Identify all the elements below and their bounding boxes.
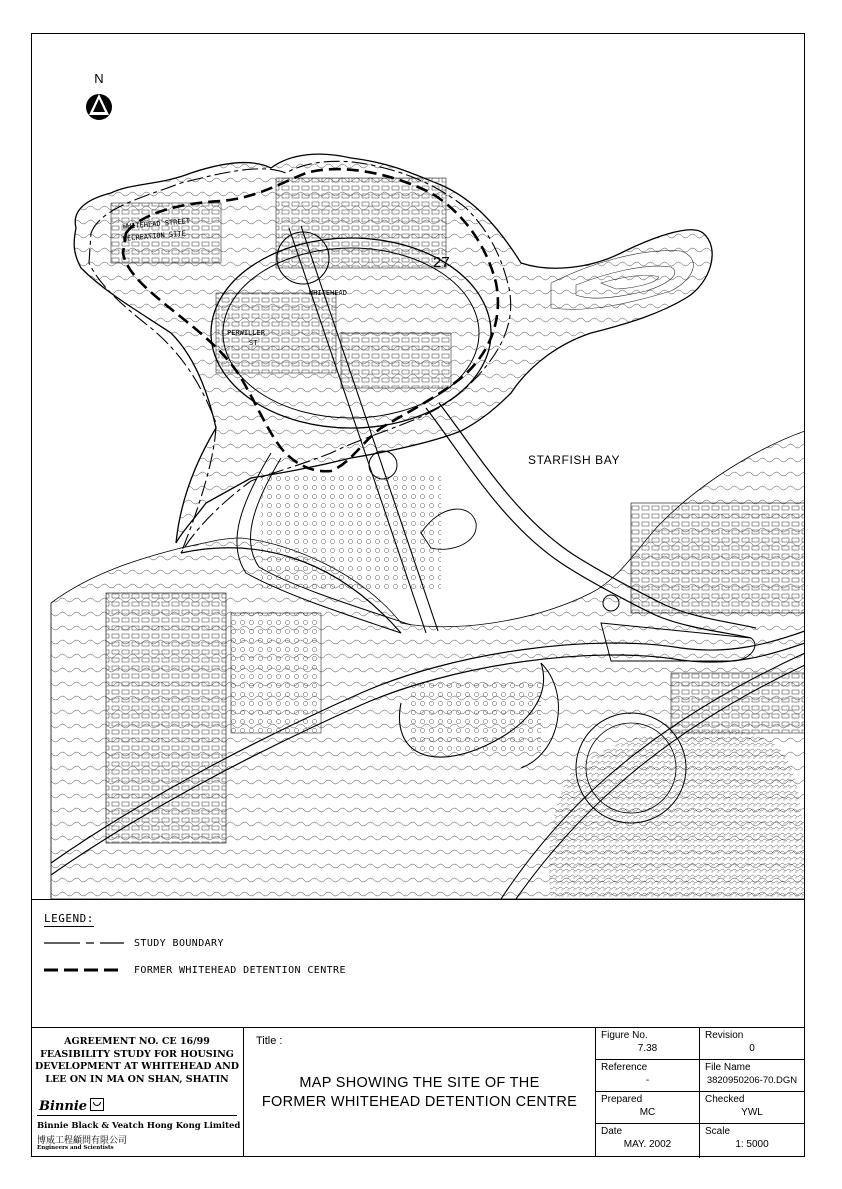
figure-no-value: 7.38 bbox=[637, 1043, 658, 1054]
site-map bbox=[31, 33, 805, 899]
agreement-line: AGREEMENT NO. CE 16/99 bbox=[64, 1036, 210, 1047]
date-label: Date bbox=[601, 1126, 623, 1137]
area-label-whitehead-street: WHITEHEAD STREET bbox=[122, 217, 191, 231]
legend-label-detention-centre: FORMER WHITEHEAD DETENTION CENTRE bbox=[134, 964, 346, 976]
spot-height-label: 27 bbox=[433, 254, 450, 271]
legend-panel bbox=[31, 899, 805, 1027]
drawing-title-panel bbox=[244, 1028, 596, 1157]
drawing-title-line: MAP SHOWING THE SITE OF THE bbox=[299, 1075, 540, 1091]
figure-no-cell bbox=[596, 1028, 700, 1060]
company-name: Binnie Black & Veatch Hong Kong Limited bbox=[37, 1121, 241, 1131]
binnie-mark-icon bbox=[90, 1098, 104, 1111]
title-label: Title : bbox=[256, 1035, 283, 1047]
legend-item-study-boundary bbox=[44, 936, 224, 950]
scale-value: 1: 5000 bbox=[735, 1139, 769, 1150]
revision-value: 0 bbox=[749, 1043, 755, 1054]
file-name-label: File Name bbox=[705, 1062, 751, 1073]
prepared-label: Prepared bbox=[601, 1094, 643, 1105]
legend-item-detention-centre bbox=[44, 963, 346, 977]
checked-cell bbox=[700, 1092, 804, 1124]
area-label-recreation-site: RECREATION SITE bbox=[122, 229, 187, 243]
date-cell bbox=[596, 1124, 700, 1158]
map-area bbox=[31, 33, 805, 899]
revision-label: Revision bbox=[705, 1030, 744, 1041]
agreement-text bbox=[31, 1036, 243, 1086]
agreement-line: FEASIBILITY STUDY FOR HOUSING bbox=[40, 1048, 234, 1060]
drawing-title-line: FORMER WHITEHEAD DETENTION CENTRE bbox=[261, 1094, 578, 1110]
street-label-whitehead: WHITEHEAD bbox=[309, 289, 347, 297]
study-boundary-swatch-icon bbox=[44, 938, 124, 948]
prepared-value: MC bbox=[639, 1107, 656, 1118]
figure-no-label: Figure No. bbox=[601, 1030, 648, 1041]
agreement-line: LEE ON IN MA ON SHAN, SHATIN bbox=[45, 1073, 229, 1085]
file-name-cell bbox=[700, 1060, 804, 1092]
scale-cell bbox=[700, 1124, 804, 1158]
prepared-cell bbox=[596, 1092, 700, 1124]
north-arrow-icon bbox=[86, 71, 112, 120]
legend-label-study-boundary: STUDY BOUNDARY bbox=[134, 937, 224, 949]
date-value: MAY. 2002 bbox=[623, 1139, 672, 1150]
logo-divider bbox=[37, 1115, 237, 1116]
street-label-st: ST bbox=[249, 339, 258, 347]
company-tagline: Engineers and Scientists bbox=[37, 1145, 114, 1151]
reference-label: Reference bbox=[601, 1062, 648, 1073]
reference-cell bbox=[596, 1060, 700, 1092]
agreement-panel bbox=[31, 1028, 244, 1157]
north-label: N bbox=[94, 71, 104, 86]
company-chinese-name: 博威工程顧問有限公司 bbox=[37, 1136, 128, 1146]
title-block bbox=[31, 1027, 805, 1157]
company-logo bbox=[39, 1098, 104, 1114]
street-label-perwiller: PERWILLER bbox=[227, 329, 265, 337]
revision-cell bbox=[700, 1028, 804, 1060]
file-name-value: 3820950206-70.DGN bbox=[706, 1075, 798, 1086]
drawing-title bbox=[244, 1074, 595, 1112]
company-logo-text: Binnie bbox=[39, 1099, 88, 1114]
scale-label: Scale bbox=[705, 1126, 731, 1137]
legend-title: LEGEND: bbox=[44, 912, 94, 925]
drawing-info-grid bbox=[596, 1028, 805, 1157]
agreement-line: DEVELOPMENT AT WHITEHEAD AND bbox=[34, 1061, 240, 1072]
detention-centre-swatch-icon bbox=[44, 965, 124, 975]
starfish-bay-label: STARFISH BAY bbox=[528, 453, 621, 467]
checked-value: YWL bbox=[741, 1107, 763, 1118]
checked-label: Checked bbox=[705, 1094, 745, 1105]
reference-value: - bbox=[645, 1075, 650, 1086]
